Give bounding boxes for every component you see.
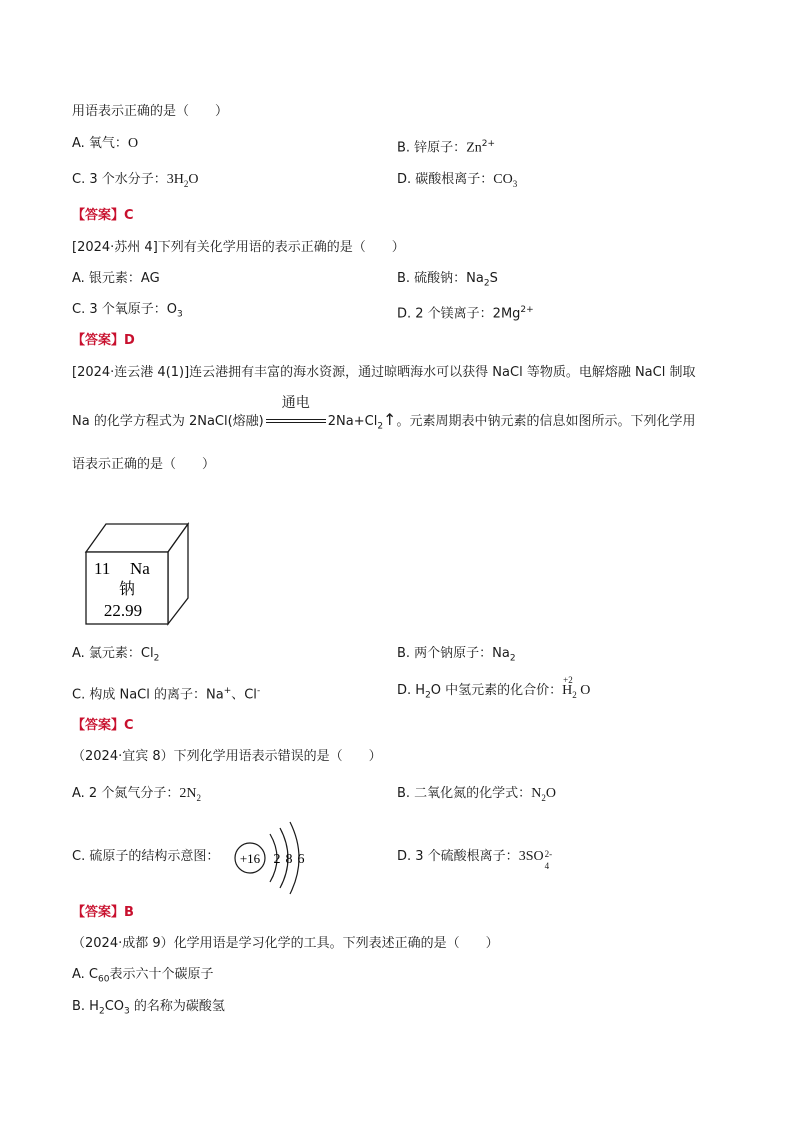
q3-option-d: D. $H_2O$ 中氢元素的化合价： +2 $H_2$ O — [397, 682, 590, 705]
q3-option-c: C. 构成 NaCl 的离子：Na+、Cl- — [72, 686, 261, 703]
q2-option-d: D. 2 个镁离子：$2Mg^{2+}$ — [397, 305, 534, 322]
q4-option-c-label: C. 硫原子的结构示意图： — [72, 849, 220, 864]
valence-notation: +2 $H_2$ O — [562, 675, 591, 700]
shell-2-electrons: 8 — [285, 852, 293, 867]
element-symbol: Na — [130, 559, 150, 578]
q1-option-a: A. 氧气：O — [72, 136, 139, 151]
element-mass: 22.99 — [103, 601, 143, 620]
sodium-element-cube — [84, 522, 192, 626]
shell-3-electrons: 6 — [297, 852, 305, 867]
q4-option-d: D. 3 个硫酸根离子：3SO 2- 4 — [397, 849, 553, 871]
q3-option-a: A. 氯元素：$Cl_2$ — [72, 646, 160, 664]
nucleus-charge: +16 — [239, 851, 261, 866]
q2-option-b: B. 硫酸钠：$Na_2S$ — [397, 271, 498, 289]
q1-option-d: D. 碳酸根离子：$CO_3$ — [397, 172, 518, 189]
q3-option-b: B. 两个钠原子：$Na_2$ — [397, 646, 516, 664]
q5-option-b: B. $H_2CO_3$ 的名称为碳酸氢 — [72, 999, 225, 1017]
q4-option-a: A. 2 个氮气分子：$2N_2$ — [72, 786, 201, 803]
q5-option-a: A. $C_{60}$表示六十个碳原子 — [72, 967, 214, 985]
q1-option-c: C. 3 个水分子：$3H_2O$ — [72, 172, 199, 189]
q1-answer: 【答案】C — [72, 208, 134, 223]
q4-option-b: B. 二氧化氮的化学式：$N_2O$ — [397, 786, 556, 803]
question-1-stem: 用语表示正确的是（ ） — [72, 104, 229, 119]
question-4-stem: （2024·宜宾 8）下列化学用语表示错误的是（ ） — [72, 749, 382, 764]
question-5-stem: （2024·成都 9）化学用语是学习化学的工具。下列表述正确的是（ ） — [72, 936, 499, 951]
q4-answer: 【答案】B — [72, 905, 134, 920]
q3-answer: 【答案】C — [72, 718, 134, 733]
q2-option-c: C. 3 个氧原子：$O_3$ — [72, 302, 183, 320]
shell-1-electrons: 2 — [273, 852, 281, 867]
sulfur-atom-diagram — [230, 818, 314, 896]
reaction-condition-arrow: 通电 — [264, 411, 328, 429]
question-2-stem: [2024·苏州 4]下列有关化学用语的表示正确的是（ ） — [72, 240, 405, 255]
question-3-equation-line: Na 的化学方程式为 2NaCl(熔融) 通电 $2Na+Cl_2↑$。元素周期表中钠元素的信息如图所示。下列化学用 — [72, 395, 696, 432]
question-3-stem-line3: 语表示正确的是（ ） — [72, 457, 216, 472]
q1-option-b: B. 锌原子：$Zn^{2+}$ — [397, 139, 496, 156]
question-3-stem-line1: [2024·连云港 4(1)]连云港拥有丰富的海水资源，通过晾晒海水可以获得 NaCl 等物质。电解熔融 NaCl 制取 — [72, 365, 696, 380]
q2-answer: 【答案】D — [72, 333, 135, 348]
element-number: 11 — [94, 559, 111, 578]
q2-option-a: A. 银元素：AG — [72, 271, 160, 286]
element-name: 钠 — [118, 579, 136, 598]
